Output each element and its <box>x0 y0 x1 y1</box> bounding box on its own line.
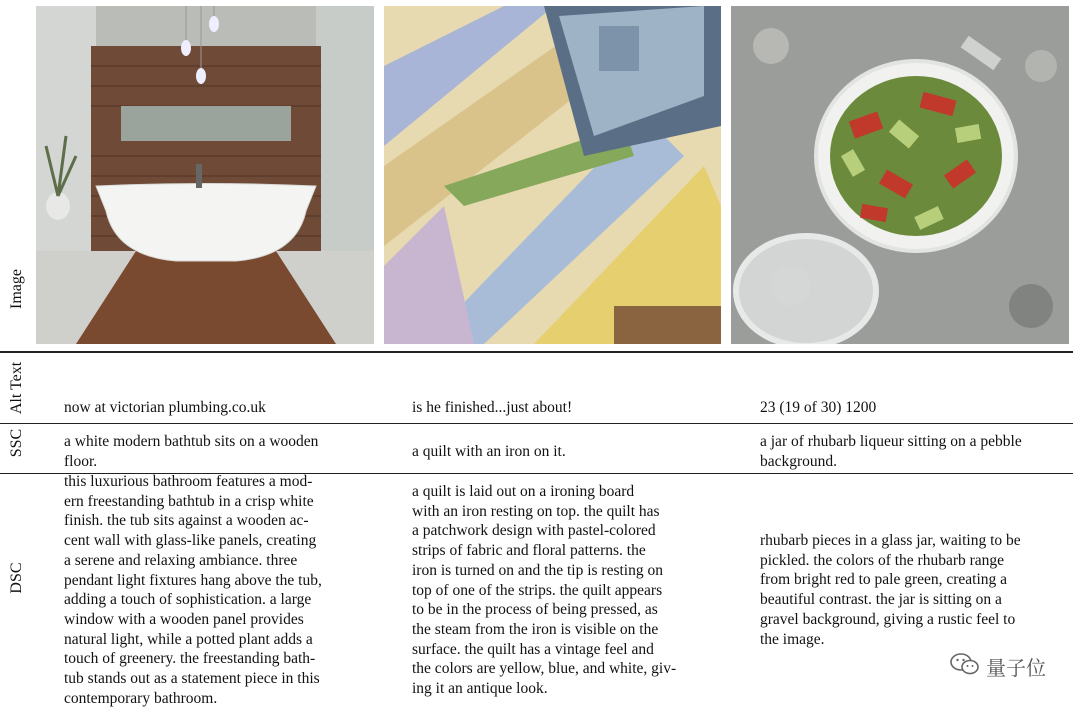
dsc-line: touch of greenery. the freestanding bath- <box>64 650 316 668</box>
dsc-cell-1 <box>64 472 322 708</box>
dsc-line: the colors are yellow, blue, and white, giv- <box>412 660 677 678</box>
dsc-line: from bright red to pale green, creating a <box>760 571 1008 589</box>
dsc-line: cent wall with glass-like panels, creating <box>64 532 317 550</box>
row-label-ssc: SSC <box>8 428 25 458</box>
dsc-line: finish. the tub sits against a wooden ac- <box>64 512 309 530</box>
dsc-line: beautiful contrast. the jar is sitting on a <box>760 591 1002 609</box>
ssc-cell-3 <box>760 432 1022 471</box>
dsc-line: natural light, while a potted plant adds a <box>64 630 313 648</box>
watermark-text: 量子位 <box>986 656 1046 680</box>
dsc-line: to be in the process of being pressed, as <box>412 601 658 619</box>
rule-after-image <box>0 351 1073 353</box>
row-label-image: Image <box>8 269 25 309</box>
ssc-cell-1 <box>64 432 318 471</box>
ssc-line: a white modern bathtub sits on a wooden <box>64 433 319 450</box>
dsc-line: a patchwork design with pastel-colored <box>412 522 656 540</box>
bathtub-image <box>36 6 374 344</box>
dsc-line: pickled. the colors of the rhubarb range <box>760 551 1005 569</box>
dsc-line: adding a touch of sophistication. a large <box>64 591 312 609</box>
dsc-line: tub stands out as a statement piece in this <box>64 670 320 688</box>
alt-text-cell-1: now at victorian plumbing.co.uk <box>64 399 266 416</box>
ssc-line: a jar of rhubarb liqueur sitting on a pebble <box>760 433 1022 450</box>
ssc-line: floor. <box>64 452 98 470</box>
quilt-iron-image <box>384 6 721 344</box>
row-label-alt-text: Alt Text <box>8 361 25 415</box>
dsc-line: the image. <box>760 630 825 648</box>
dsc-line: a quilt is laid out on a ironing board <box>412 483 635 500</box>
alt-text-cell-2: is he finished...just about! <box>412 399 573 416</box>
dsc-line: with an iron resting on top. the quilt has <box>412 502 660 520</box>
dsc-line: this luxurious bathroom features a mod- <box>64 473 313 490</box>
dsc-cell-2 <box>412 482 676 699</box>
rule-after-alt-text <box>0 423 1073 424</box>
dsc-line: gravel background, giving a rustic feel to <box>760 610 1016 628</box>
ssc-cell-2 <box>412 442 566 462</box>
dsc-line: strips of fabric and floral patterns. the <box>412 542 646 560</box>
dsc-line: iron is turned on and the tip is resting on <box>412 561 663 579</box>
ssc-line: a quilt with an iron on it. <box>412 443 566 460</box>
watermark <box>950 652 1046 681</box>
dsc-line: ern freestanding bathtub in a crisp white <box>64 492 314 510</box>
dsc-line: surface. the quilt has a vintage feel and <box>412 640 654 658</box>
dsc-cell-3 <box>760 531 1021 649</box>
dsc-line: top of one of the strips. the quilt appears <box>412 581 663 599</box>
dsc-line: the steam from the iron is visible on the <box>412 620 659 638</box>
wechat-icon <box>950 652 980 681</box>
dsc-line: window with a wooden panel provides <box>64 610 304 628</box>
alt-text-cell-3: 23 (19 of 30) 1200 <box>760 399 877 416</box>
ssc-line: background. <box>760 452 838 470</box>
dsc-line: contemporary bathroom. <box>64 689 218 707</box>
row-label-dsc: DSC <box>8 562 25 594</box>
dsc-line: a serene and relaxing ambiance. three <box>64 551 298 569</box>
dsc-line: pendant light fixtures hang above the tub, <box>64 571 322 589</box>
dsc-line: rhubarb pieces in a glass jar, waiting to be <box>760 532 1021 549</box>
rhubarb-jar-image <box>731 6 1069 344</box>
dsc-line: ing it an antique look. <box>412 680 548 698</box>
